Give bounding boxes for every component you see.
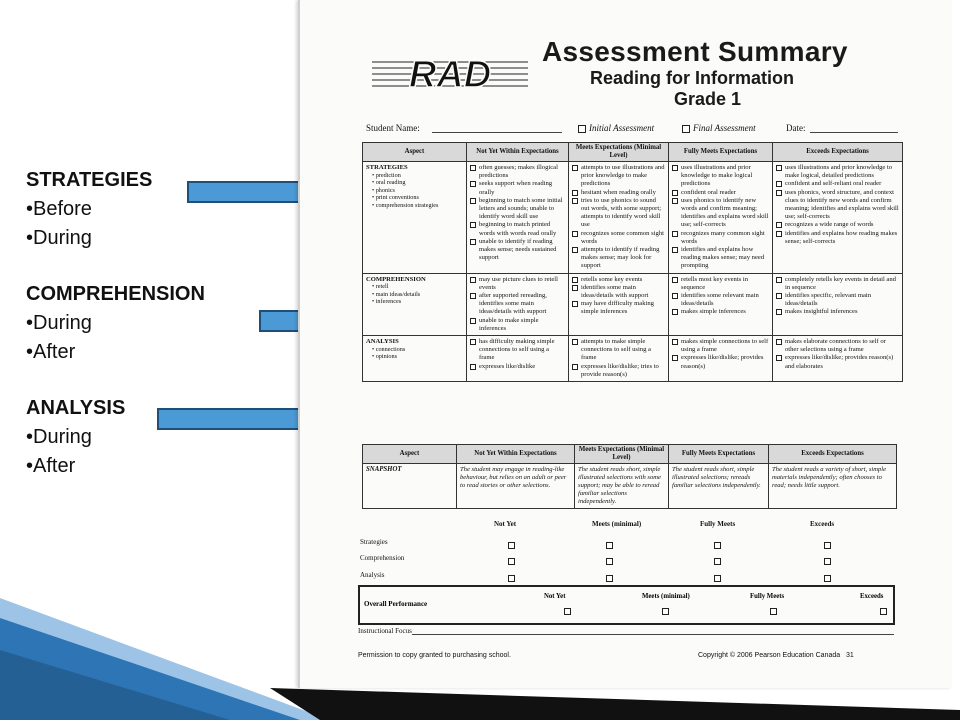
criterion-checkbox[interactable] (470, 222, 476, 228)
snapshot-table (362, 444, 897, 509)
criterion-text: expresses like/dislike; tries to provide reason(s) (581, 362, 659, 378)
student-name-label: Student Name: (366, 123, 420, 133)
rubric-header-3: Fully Meets Expectations (669, 143, 773, 162)
criterion-text: tries to use phonics to sound out words, with some support; attempts to identify word skill use (581, 196, 662, 229)
snapshot-cell: The student reads a variety of short, simple materials independently; often chooses to read; needs little support. (769, 464, 897, 509)
criterion-text: has difficulty making simple connections to self using a frame (479, 338, 555, 362)
rubric-aspect-item: • comprehension strategies (372, 201, 439, 209)
rubric-criterion[interactable] (572, 276, 665, 284)
criterion-text: expresses like/dislike; provides reason(s) and elaborates (785, 354, 894, 370)
criterion-text: attempts to use illustrations and prior knowledge to make predictions (581, 164, 665, 188)
criterion-checkbox[interactable] (776, 309, 782, 315)
criterion-checkbox[interactable] (470, 165, 476, 171)
criterion-text: makes elaborate connections to self or other selections using a frame (785, 338, 886, 354)
summary-row-label: Strategies (360, 538, 388, 546)
rubric-criterion[interactable] (776, 221, 899, 229)
snapshot-cell: The student reads short, simple illustrated selections; rereads familiar selections independently. (669, 464, 769, 509)
criterion-checkbox[interactable] (672, 309, 678, 315)
criterion-checkbox[interactable] (672, 231, 678, 237)
analysis-item-after: •After (26, 455, 76, 477)
criterion-checkbox[interactable] (572, 231, 578, 237)
analysis-item-during: •During (26, 426, 92, 448)
rubric-criterion[interactable] (672, 276, 769, 292)
rubric-criterion[interactable] (672, 338, 769, 354)
rubric-criterion[interactable] (672, 354, 769, 370)
criterion-checkbox[interactable] (672, 293, 678, 299)
rubric-aspect-item: • phonics (372, 186, 395, 194)
rubric-criterion[interactable] (470, 317, 565, 333)
criterion-text: expresses like/dislike (479, 362, 536, 370)
summary-header-2: Fully Meets (700, 520, 736, 528)
analysis-heading: ANALYSIS (26, 397, 126, 419)
criterion-text: unable to identify if reading makes sense; needs sustained support (479, 237, 557, 262)
rubric-cell-fully (669, 162, 773, 274)
comprehension-item-during: •During (26, 312, 92, 334)
copyright-text: Copyright © 2006 Pearson Education Canada (698, 652, 841, 659)
criterion-checkbox[interactable] (470, 239, 476, 245)
criterion-checkbox[interactable] (572, 339, 578, 345)
snapshot-cell: The student reads short, simple illustrated selections with some support; may be able to reread familiar selections independently. (575, 464, 669, 509)
rubric-criterion[interactable] (672, 197, 769, 230)
rubric-row (363, 162, 903, 274)
criterion-checkbox[interactable] (470, 198, 476, 204)
rubric-cell-exceeds (773, 273, 903, 335)
rubric-aspect-item: • main ideas/details (372, 290, 421, 298)
criterion-checkbox[interactable] (572, 285, 578, 291)
criterion-checkbox[interactable] (572, 190, 578, 196)
rubric-header-2: Meets Expectations (Minimal Level) (569, 143, 669, 162)
rubric-criterion[interactable] (776, 180, 899, 188)
snapshot-cell: The student may engage in reading-like behaviour, but relies on an adult or peer to read stories or other selections. (457, 464, 575, 509)
rubric-cell-exceeds (773, 162, 903, 274)
criterion-text: beginning to match printed words with words read orally (479, 221, 557, 237)
summary-row-label: Comprehension (360, 554, 405, 562)
rubric-criterion[interactable] (470, 276, 565, 292)
rubric-criterion[interactable] (470, 238, 565, 263)
rubric-row (363, 273, 903, 335)
criterion-checkbox[interactable] (776, 231, 782, 237)
rubric-cell-not-yet (467, 273, 569, 335)
criterion-text: expresses like/dislike; provides reason(s) (681, 354, 764, 370)
snapshot-header-4: Exceeds Expectations (769, 445, 897, 464)
criterion-text: unable to make simple inferences (479, 316, 539, 332)
rubric-criterion[interactable] (470, 197, 565, 222)
snapshot-header-3: Fully Meets Expectations (669, 445, 769, 464)
rubric-cell-meets (569, 273, 669, 335)
rubric-criterion[interactable] (776, 276, 899, 292)
rubric-aspect-item: • retell (372, 283, 389, 291)
rubric-header-1: Not Yet Within Expectations (467, 143, 569, 162)
logo-text: RAD (408, 56, 492, 90)
criterion-checkbox[interactable] (776, 190, 782, 196)
criterion-text: confident and self-reliant oral reader (785, 180, 882, 188)
overall-header-0: Not Yet (544, 593, 566, 600)
rubric-criterion[interactable] (776, 338, 899, 354)
rubric-criterion[interactable] (572, 300, 665, 316)
criterion-text: beginning to match some initial letters and sounds; unable to identify word skill use (479, 196, 563, 221)
criterion-text: may use picture clues to retell events (479, 275, 558, 291)
criterion-checkbox[interactable] (672, 277, 678, 283)
initial-assessment-checkbox[interactable] (578, 125, 586, 133)
rubric-criterion[interactable] (470, 221, 565, 237)
rubric-criterion[interactable] (470, 363, 565, 371)
criterion-checkbox[interactable] (470, 364, 476, 370)
criterion-text: attempts to identify if reading makes sense; may look for support (581, 246, 660, 270)
rubric-criterion[interactable] (672, 164, 769, 189)
strategies-heading: STRATEGIES (26, 169, 153, 191)
criterion-text: identifies some relevant main ideas/details (681, 292, 759, 308)
criterion-checkbox[interactable] (572, 165, 578, 171)
rubric-cell-meets (569, 336, 669, 382)
criterion-text: recognizes a wide range of words (785, 221, 874, 229)
rubric-criterion[interactable] (776, 189, 899, 222)
rubric-table (362, 142, 903, 382)
criterion-checkbox[interactable] (672, 198, 678, 204)
rubric-criterion[interactable] (572, 363, 665, 379)
criterion-text: hesitant when reading orally (581, 188, 656, 196)
rubric-header-0: Aspect (363, 143, 467, 162)
rubric-criterion[interactable] (572, 189, 665, 197)
criterion-checkbox[interactable] (776, 355, 782, 361)
rad-logo (372, 56, 528, 90)
page-subtitle: Reading for Information (590, 68, 794, 88)
criterion-checkbox[interactable] (672, 247, 678, 253)
criterion-text: recognizes many common sight words (681, 229, 765, 245)
rubric-criterion[interactable] (572, 230, 665, 246)
criterion-checkbox[interactable] (776, 222, 782, 228)
rubric-cell-exceeds (773, 336, 903, 382)
criterion-checkbox[interactable] (572, 277, 578, 283)
rubric-criterion[interactable] (672, 246, 769, 271)
rubric-aspect-item: • oral reading (372, 179, 406, 187)
corner-decoration (0, 540, 960, 720)
rubric-criterion[interactable] (672, 230, 769, 246)
rubric-criterion[interactable] (572, 246, 665, 271)
criterion-text: completely retells key events in detail and in sequence (785, 275, 896, 291)
rubric-aspect-title: ANALYSIS (366, 338, 399, 346)
overall-performance-label: Overall Performance (364, 600, 428, 608)
criterion-text: retells some key events (581, 275, 643, 283)
rubric-aspect-cell (363, 273, 467, 335)
summary-header-1: Meets (minimal) (592, 520, 642, 528)
date-label: Date: (786, 123, 806, 133)
comprehension-item-after: •After (26, 341, 76, 363)
criterion-checkbox[interactable] (572, 247, 578, 253)
rubric-criterion[interactable] (572, 338, 665, 363)
criterion-checkbox[interactable] (776, 165, 782, 171)
rubric-criterion[interactable] (776, 308, 899, 316)
rubric-criterion[interactable] (776, 354, 899, 370)
criterion-checkbox[interactable] (672, 165, 678, 171)
criterion-checkbox[interactable] (572, 301, 578, 307)
rubric-cell-fully (669, 336, 773, 382)
rubric-aspect-title: COMPREHENSION (366, 275, 426, 283)
rubric-aspect-item: • inferences (372, 298, 402, 306)
initial-assessment-option[interactable]: Initial Assessment (578, 123, 654, 133)
comprehension-heading: COMPREHENSION (26, 283, 205, 305)
criterion-text: uses phonics to identify new words and confirm meaning; identifies and explains word skill use; self-corrects (681, 196, 769, 229)
criterion-checkbox[interactable] (572, 364, 578, 370)
rubric-aspect-item: • print conventions (372, 194, 419, 202)
rubric-criterion[interactable] (672, 308, 769, 316)
permission-note: Permission to copy granted to purchasing school. (358, 652, 511, 659)
overall-header-2: Fully Meets (750, 593, 785, 600)
criterion-checkbox[interactable] (470, 181, 476, 187)
rubric-criterion[interactable] (672, 189, 769, 197)
criterion-text: makes simple connections to self using a frame (681, 338, 769, 354)
page-number: 31 (845, 652, 854, 659)
final-assessment-checkbox[interactable] (682, 125, 690, 133)
rubric-criterion[interactable] (672, 292, 769, 308)
summary-header-3: Exceeds (810, 520, 835, 528)
rubric-aspect-cell (363, 336, 467, 382)
snapshot-header-0: Aspect (363, 445, 457, 464)
rubric-criterion[interactable] (470, 338, 565, 363)
criterion-text: identifies some main ideas/details with support (581, 283, 649, 300)
criterion-text: retells most key events in sequence (681, 275, 749, 291)
rubric-cell-meets (569, 162, 669, 274)
criterion-checkbox[interactable] (470, 293, 476, 299)
criterion-text: uses illustrations and prior knowledge to make logical, detailed predictions (785, 164, 893, 180)
rubric-aspect-item: • opinions (372, 353, 398, 361)
snapshot-aspect: SNAPSHOT (363, 464, 457, 509)
overall-header-3: Exceeds (860, 593, 884, 600)
criterion-text: uses illustrations and prior knowledge to make logical predictions (681, 164, 753, 188)
final-assessment-option[interactable]: Final Assessment (682, 123, 756, 133)
rubric-aspect-item: • prediction (372, 171, 401, 179)
criterion-text: identifies specific, relevant main ideas/details (785, 292, 872, 308)
rubric-criterion[interactable] (572, 164, 665, 189)
rubric-criterion[interactable] (776, 292, 899, 308)
criterion-checkbox[interactable] (672, 190, 678, 196)
criterion-text: makes simple inferences (681, 308, 746, 316)
summary-header-0: Not Yet (494, 520, 517, 528)
criterion-text: confident oral reader (681, 188, 736, 196)
page-title: Assessment Summary (542, 36, 848, 67)
rubric-criterion[interactable] (470, 292, 565, 317)
criterion-text: identifies and explains how reading makes sense; may need prompting (681, 246, 765, 270)
criterion-checkbox[interactable] (776, 181, 782, 187)
rubric-aspect-cell (363, 162, 467, 274)
criterion-text: identifies and explains how reading makes sense; self-corrects (785, 229, 898, 245)
rubric-aspect-item: • connections (372, 345, 406, 353)
criterion-text: often guesses; makes illogical predictions (479, 164, 558, 180)
criterion-checkbox[interactable] (470, 339, 476, 345)
snapshot-header-2: Meets Expectations (Minimal Level) (575, 445, 669, 464)
criterion-checkbox[interactable] (672, 339, 678, 345)
rubric-row (363, 336, 903, 382)
rubric-aspect-title: STRATEGIES (366, 164, 408, 171)
rubric-header-4: Exceeds Expectations (773, 143, 903, 162)
criterion-checkbox[interactable] (470, 277, 476, 283)
student-info-line (362, 121, 902, 137)
strategies-item-before: •Before (26, 198, 92, 220)
rubric-cell-not-yet (467, 162, 569, 274)
strategies-item-during: •During (26, 227, 92, 249)
rubric-criterion[interactable] (776, 164, 899, 180)
criterion-text: after supported rereading, identifies some main ideas/details with support (479, 292, 547, 316)
rubric-cell-fully (669, 273, 773, 335)
rubric-cell-not-yet (467, 336, 569, 382)
rubric-criterion[interactable] (776, 230, 899, 246)
criterion-text: makes insightful inferences (785, 308, 858, 316)
criterion-text: seeks support when reading orally (479, 180, 553, 196)
criterion-checkbox[interactable] (776, 339, 782, 345)
criterion-text: recognizes some common sight words (581, 229, 664, 245)
rubric-criterion[interactable] (470, 164, 565, 180)
page-grade: Grade 1 (674, 89, 742, 109)
criterion-checkbox[interactable] (672, 355, 678, 361)
snapshot-header-1: Not Yet Within Expectations (457, 445, 575, 464)
rubric-criterion[interactable] (470, 180, 565, 196)
criterion-text: uses phonics, word structure, and context clues to identify new words and confirm meaning; identifies and explains word skill use; self-corrects (785, 188, 899, 221)
summary-row-label: Analysis (360, 571, 385, 579)
rubric-criterion[interactable] (572, 197, 665, 230)
rubric-criterion[interactable] (572, 284, 665, 300)
criterion-checkbox[interactable] (776, 293, 782, 299)
criterion-text: may have difficulty making simple inferences (581, 300, 654, 316)
criterion-checkbox[interactable] (470, 318, 476, 324)
overall-header-1: Meets (minimal) (642, 593, 690, 600)
criterion-checkbox[interactable] (572, 198, 578, 204)
criterion-text: attempts to make simple connections to self using a frame (581, 338, 651, 362)
criterion-checkbox[interactable] (776, 277, 782, 283)
instructional-focus-label: Instructional Focus (358, 627, 412, 635)
